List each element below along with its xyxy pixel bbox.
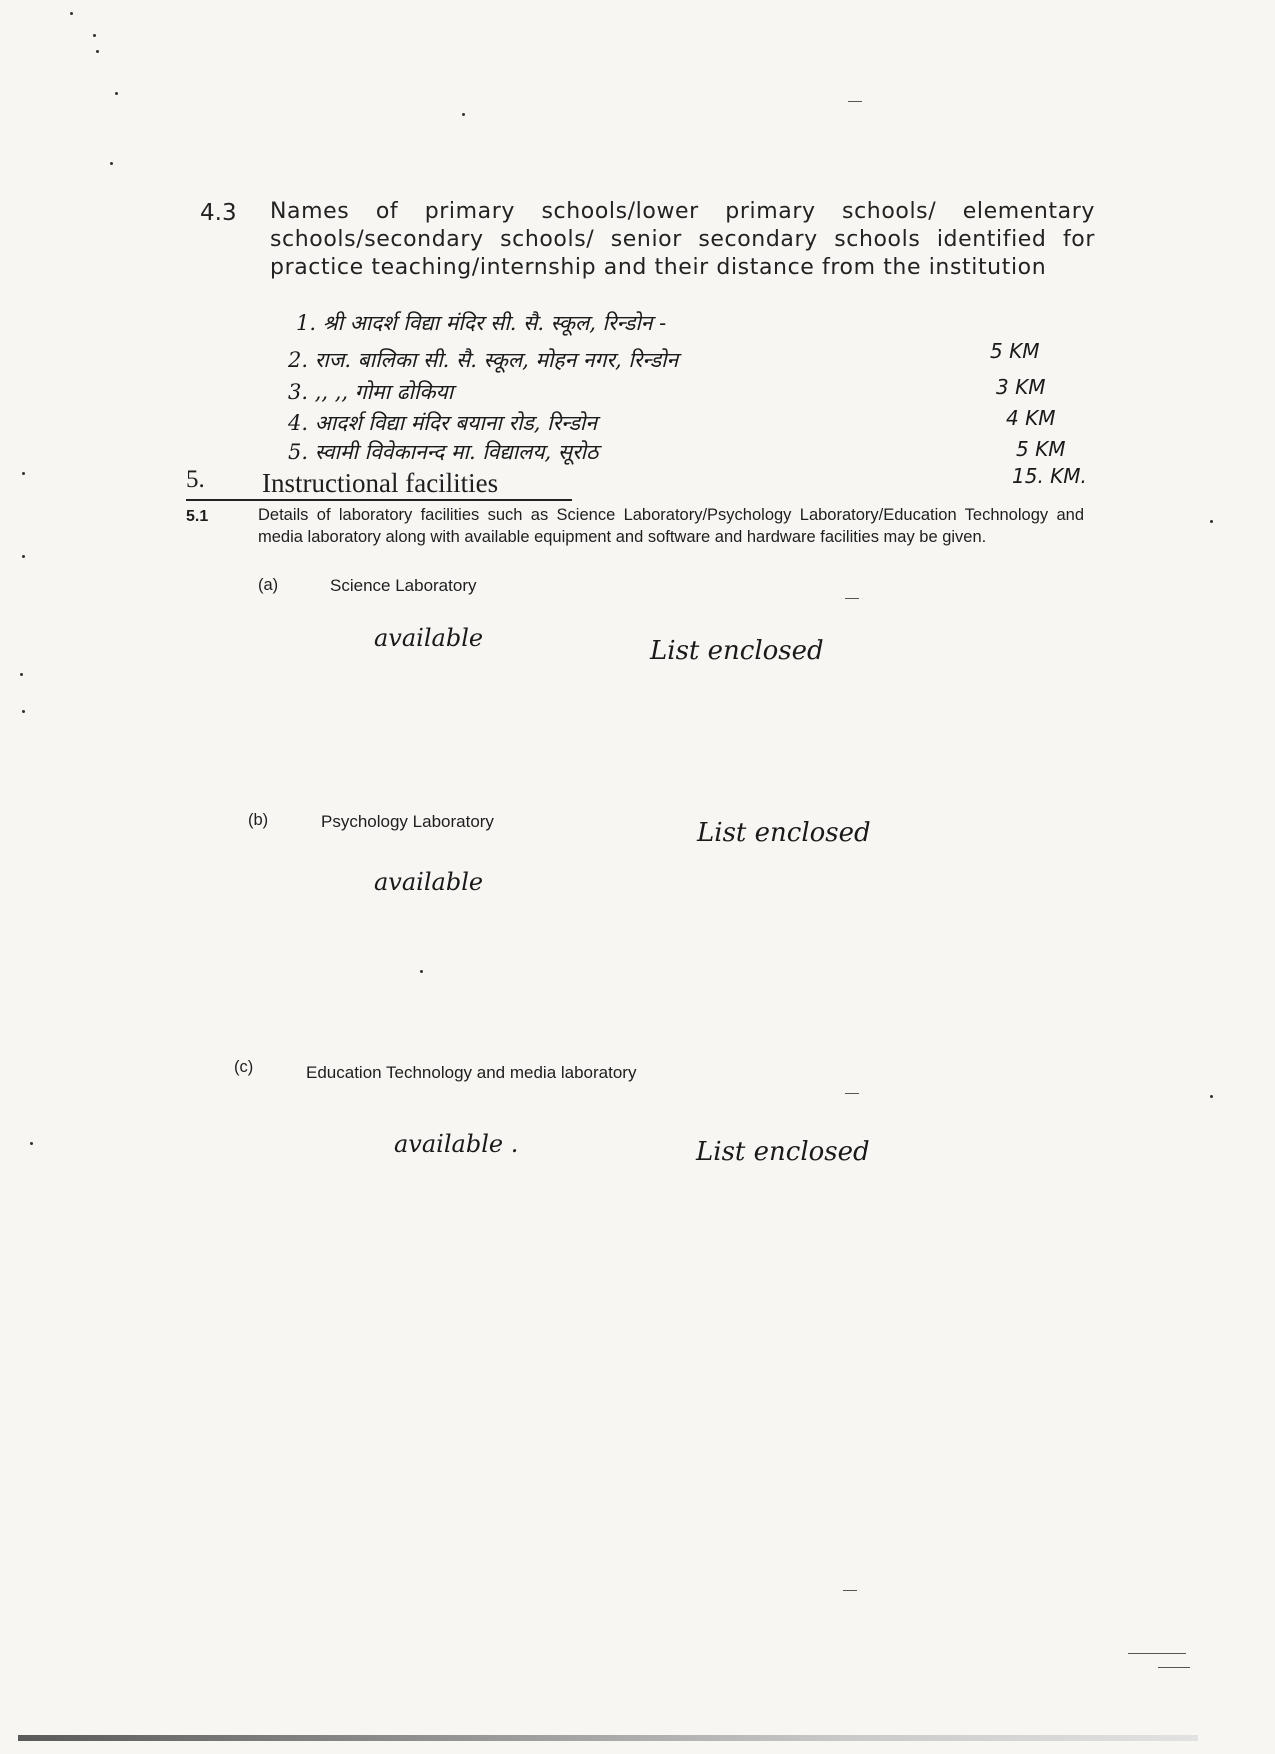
scan-speck xyxy=(420,970,423,973)
scan-speck xyxy=(70,12,73,15)
scan-speck xyxy=(30,1142,33,1145)
scan-mark xyxy=(1158,1667,1190,1668)
scan-speck xyxy=(115,92,118,95)
school-distance: 3 KM xyxy=(996,375,1046,399)
scan-mark xyxy=(848,101,862,102)
school-entry: 5. स्वामी विवेकानन्द मा. विद्यालय, सूरोठ xyxy=(288,440,599,464)
school-entry: 3. ,, ,, गोमा ढोकिया xyxy=(288,380,454,404)
item-label: (a) xyxy=(258,576,279,594)
school-distance: 5 KM xyxy=(1016,437,1066,461)
section-text: Names of primary schools/lower primary schools/ elementary schools/secondary schools/ senior secondary schools identified for practice teaching/internship and their distance from the institution xyxy=(270,199,1095,280)
section-number: 5. xyxy=(186,466,205,493)
handwritten-note: available . xyxy=(394,1130,519,1158)
scan-speck xyxy=(22,472,25,475)
scan-mark xyxy=(845,1093,859,1094)
item-title: Science Laboratory xyxy=(330,576,477,595)
school-entry: 2. राज. बालिका सी. सै. स्कूल, मोहन नगर, रिन्डोन xyxy=(288,348,679,372)
school-distance: 5 KM xyxy=(990,339,1040,363)
scan-speck xyxy=(110,162,113,165)
scan-edge xyxy=(18,1735,1198,1741)
scan-speck xyxy=(1210,520,1213,523)
handwritten-note: List enclosed xyxy=(697,818,871,848)
section-text: Details of laboratory facilities such as Science Laboratory/Psychology Laboratory/Education Technology and media laboratory along with available equipment and software and hardware facilities may be given. xyxy=(258,506,1084,546)
scan-mark xyxy=(845,598,859,599)
scan-speck xyxy=(93,34,96,37)
scan-speck xyxy=(22,710,25,713)
scan-speck xyxy=(22,555,25,558)
section-number: 4.3 xyxy=(200,200,237,226)
school-distance: 4 KM xyxy=(1006,406,1056,430)
item-title: Psychology Laboratory xyxy=(321,812,494,831)
school-entry: 4. आदर्श विद्या मंदिर बयाना रोड, रिन्डोन xyxy=(288,411,598,435)
item-label: (b) xyxy=(248,811,269,829)
handwritten-note: available xyxy=(374,624,484,652)
handwritten-note: List enclosed xyxy=(696,1137,870,1167)
handwritten-note: List enclosed xyxy=(650,636,824,666)
scan-mark xyxy=(843,1590,857,1591)
handwritten-note: available xyxy=(374,868,484,896)
item-label: (c) xyxy=(234,1058,254,1076)
scan-speck xyxy=(1210,1095,1213,1098)
scan-speck xyxy=(20,673,23,676)
scan-speck xyxy=(96,50,99,53)
section-title: Instructional facilities xyxy=(262,468,499,498)
school-entry: 1. श्री आदर्श विद्या मंदिर सी. सै. स्कूल, रिन्डोन - xyxy=(296,311,667,335)
school-distance: 15. KM. xyxy=(1012,464,1087,488)
section-underline xyxy=(186,499,572,501)
scan-mark xyxy=(1128,1653,1186,1654)
scan-speck xyxy=(462,113,465,116)
item-title: Education Technology and media laboratory xyxy=(306,1063,637,1082)
section-number: 5.1 xyxy=(186,508,209,525)
